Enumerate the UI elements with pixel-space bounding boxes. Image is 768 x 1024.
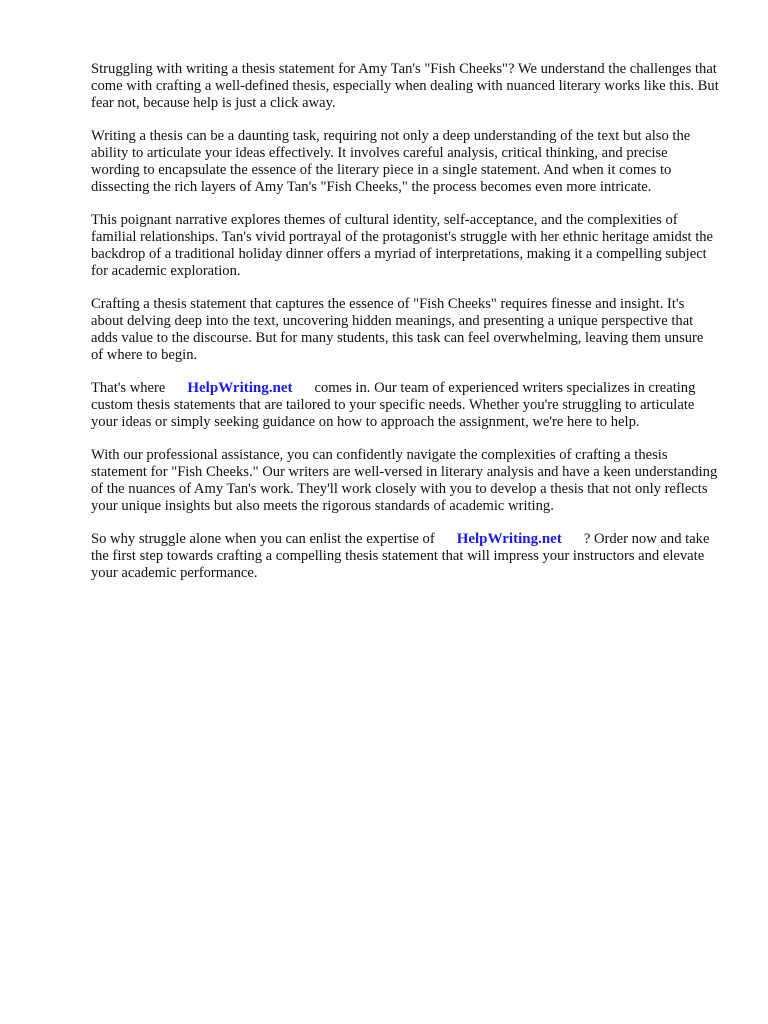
paragraph-intro: Struggling with writing a thesis statement for Amy Tan's "Fish Cheeks"? We understand the challenges that come with crafting a well-defined thesis, especially when dealing with nuanced literary works like this. But fear not, because help is just a click away. xyxy=(91,61,719,111)
paragraph-cta-rest: ? Order now and take the first step towards crafting a compelling thesis statement that will impress your instructors and elevate your academic performance. xyxy=(91,531,710,581)
helpwriting-link-cta[interactable]: HelpWriting.net xyxy=(456,531,562,547)
paragraph-crafting: Crafting a thesis statement that captures the essence of "Fish Cheeks" requires finesse and insight. It's about delving deep into the text, uncovering hidden meanings, and presenting a unique perspective that adds value to the discourse. But for many students, this task can feel overwhelming, leaving them unsure of where to begin. xyxy=(91,296,704,363)
paragraph-service-rest: comes in. Our team of experienced writers specializes in creating custom thesis statements that are tailored to your specific needs. Whether you're struggling to articulate your ideas or simply seeking guidance on how to approach the assignment, we're here to help. xyxy=(91,380,696,430)
paragraph-themes: This poignant narrative explores themes of cultural identity, self-acceptance, and the complexities of familial relationships. Tan's vivid portrayal of the protagonist's struggle with her ethnic heritage amidst the backdrop of a traditional holiday dinner offers a myriad of interpretations, making it a compelling subject for academic exploration. xyxy=(91,212,714,279)
paragraph-service xyxy=(91,380,719,431)
helpwriting-link[interactable]: HelpWriting.net xyxy=(187,380,293,396)
paragraph-service-lead: That's where xyxy=(91,380,166,396)
paragraph-assistance: With our professional assistance, you can confidently navigate the complexities of crafting a thesis statement for "Fish Cheeks." Our writers are well-versed in literary analysis and have a keen understanding of the nuances of Amy Tan's work. They'll work closely with you to develop a thesis that not only reflects your unique insights but also meets the rigorous standards of academic writing. xyxy=(91,447,718,514)
paragraph-writing-thesis: Writing a thesis can be a daunting task, requiring not only a deep understanding of the text but also the ability to articulate your ideas effectively. It involves careful analysis, critical thinking, and precise wording to encapsulate the essence of the literary piece in a single statement. And when it comes to dissecting the rich layers of Amy Tan's "Fish Cheeks," the process becomes even more intricate. xyxy=(91,128,691,195)
paragraph-call-to-action xyxy=(91,531,719,582)
document-body xyxy=(91,61,719,598)
paragraph-cta-lead: So why struggle alone when you can enlist the expertise of xyxy=(91,531,435,547)
